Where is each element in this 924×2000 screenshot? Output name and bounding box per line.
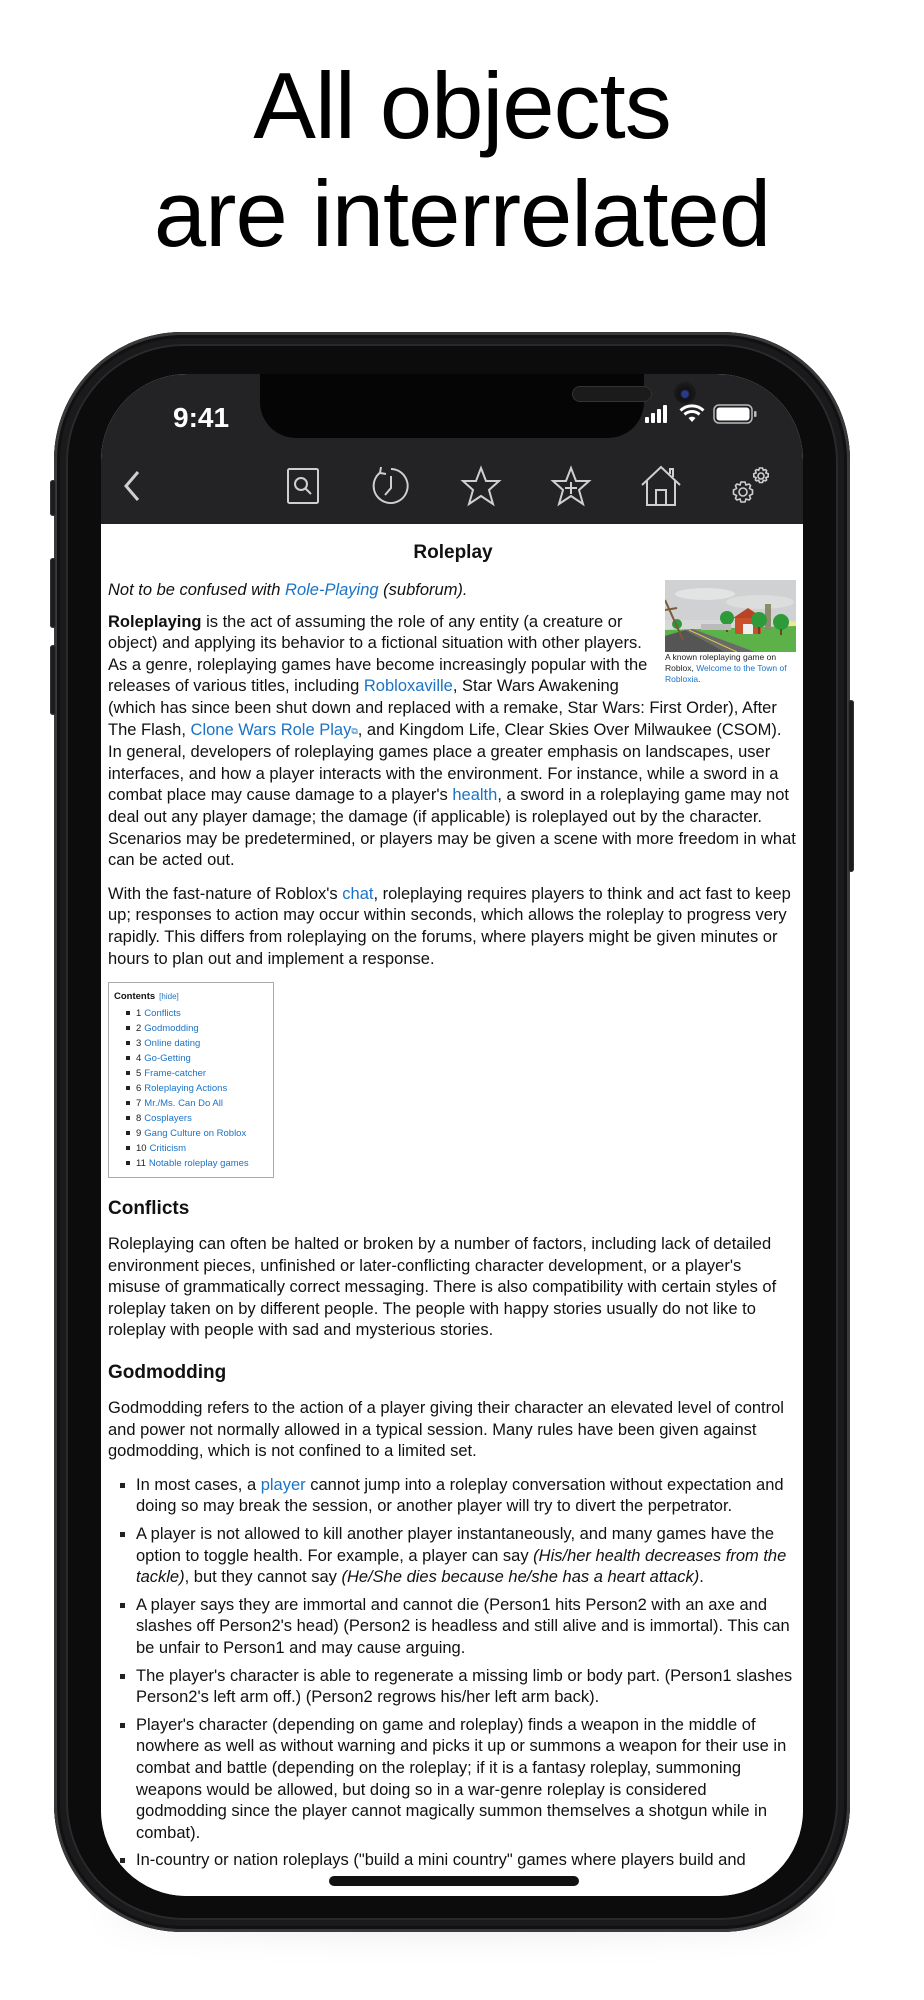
- settings-button[interactable]: [727, 462, 775, 510]
- toc-item-number: 5: [136, 1068, 142, 1080]
- toc-item-number: 10: [136, 1143, 147, 1155]
- link-clone-wars-role-play[interactable]: [191, 721, 358, 739]
- table-of-contents: [108, 982, 274, 1178]
- phone-volume-up: [50, 558, 56, 628]
- toc-item[interactable]: [126, 1096, 268, 1111]
- bullet-text: A player is not allowed to kill another player instantaneously, and many games have the option to toggle health. For example, a player can say: [136, 1525, 775, 1565]
- signal-icon: [645, 405, 671, 423]
- chat-paragraph: [108, 884, 798, 970]
- star-icon: [459, 464, 503, 508]
- battery-icon: [713, 404, 757, 424]
- toc-item-number: 2: [136, 1023, 142, 1035]
- toc-item-link[interactable]: Roleplaying Actions: [144, 1083, 228, 1095]
- toc-item-number: 11: [136, 1158, 146, 1170]
- bullet-text: .: [699, 1568, 704, 1587]
- chat-text-2: , roleplaying requires players to think and act fast to keep up; responses to action may occur within seconds, which allows the roleplay to progress very rapidly. This differs from roleplaying on the forums, where players might be given minutes or hours to plan out and implement a response.: [108, 884, 791, 968]
- phone-volume-down: [50, 645, 56, 715]
- toc-item-number: 3: [136, 1038, 142, 1050]
- thumbnail: [665, 580, 798, 685]
- bullet-text: In most cases, a: [136, 1475, 261, 1494]
- toc-title: Contents: [114, 991, 156, 1003]
- search-button[interactable]: [279, 462, 327, 510]
- page-title: Roleplay: [413, 542, 493, 563]
- phone-screen: [101, 374, 803, 1896]
- toolbar: [101, 470, 803, 524]
- toc-item[interactable]: [126, 1036, 268, 1051]
- list-item: A player says they are immortal and cannot die (Person1 hits Person2 with an axe and slashes off Person2's head) (Person2 is headless and still alive and is immortal). This can be unfair to Person1 and may cause arguing.: [136, 1595, 798, 1660]
- toc-item[interactable]: [126, 1051, 268, 1066]
- intro-text-2: , Star Wars Awakening (which has since been shut down and replaced with a remake, Star Wars: First Order), After The Flash,: [108, 677, 777, 739]
- intro-text-4: , a sword in a roleplaying game may not deal out any player damage; the damage (if applicable) is roleplayed out by the character. Scenarios may be predetermined, or players may be given a scene with more freedom in what can be acted out.: [108, 786, 796, 870]
- history-button[interactable]: [367, 462, 415, 510]
- home-icon: [638, 463, 684, 509]
- list-item: Player's character (depending on game and roleplay) finds a weapon in the middle of nowhere as well as without warning and picks it up or summons a weapon for their use in combat and battle (depending on the roleplay; if it is a fantasy roleplay, summoning weapons would be allowed, but doing so in a war-genre roleplay is considered godmodding since the player cannot magically summon themselves a shotgun while in combat).: [136, 1715, 798, 1845]
- intro-text-3: , and Kingdom Life, Clear Skies Over Milwaukee (CSOM). In general, developers of roleplaying games place a greater emphasis on landscapes, user interfaces, and how a player interacts with the environment. For instance, while a sword in a combat place may cause damage to a player's: [108, 720, 782, 805]
- toc-item[interactable]: [126, 1156, 268, 1171]
- article: [108, 524, 798, 1878]
- star-plus-icon: [549, 464, 593, 508]
- toc-item[interactable]: [126, 1006, 268, 1021]
- link-clone-wars-label: Clone Wars Role Play: [190, 720, 352, 739]
- chat-text-1: With the fast-nature of Roblox's: [108, 884, 343, 903]
- list-item: [136, 1524, 798, 1589]
- toc-item[interactable]: [126, 1126, 268, 1141]
- home-indicator[interactable]: [329, 1876, 579, 1886]
- back-button[interactable]: [107, 462, 155, 510]
- toc-item[interactable]: [126, 1066, 268, 1081]
- toc-item-link[interactable]: Cosplayers: [144, 1113, 192, 1125]
- intro-bold-term: Roleplaying: [108, 612, 202, 631]
- toc-item-link[interactable]: Conflicts: [144, 1008, 181, 1020]
- link-player[interactable]: player: [260, 1475, 306, 1494]
- hatnote-link[interactable]: Role-Playing: [285, 581, 379, 599]
- toc-item[interactable]: [126, 1141, 268, 1156]
- toc-item-link[interactable]: Online dating: [144, 1038, 201, 1050]
- phone-silent-switch: [50, 480, 56, 516]
- section-heading-conflicts: Conflicts: [108, 1198, 190, 1220]
- toc-item-number: 4: [136, 1053, 142, 1065]
- hatnote-prefix: Not to be confused with: [108, 581, 286, 599]
- status-icons: [645, 404, 757, 424]
- toc-item[interactable]: [126, 1021, 268, 1036]
- section-heading-godmodding: Godmodding: [108, 1362, 227, 1384]
- toc-item-link[interactable]: Go-Getting: [144, 1053, 191, 1065]
- toc-item-number: 7: [136, 1098, 142, 1110]
- list-item: [136, 1475, 798, 1518]
- headline-line-2: are interrelated: [153, 161, 771, 266]
- toc-item-link[interactable]: Frame-catcher: [144, 1068, 207, 1080]
- external-link-icon: ⧉: [351, 725, 358, 736]
- toc-item-number: 9: [136, 1128, 142, 1140]
- status-time: 9:41: [173, 402, 230, 433]
- toc-hide-link[interactable]: [hide]: [159, 992, 179, 1002]
- link-health[interactable]: health: [452, 786, 498, 805]
- link-chat[interactable]: chat: [342, 884, 374, 903]
- toc-list: [114, 1006, 268, 1171]
- toc-item-number: 8: [136, 1113, 142, 1125]
- wifi-icon: [679, 404, 705, 424]
- thumbnail-caption-link[interactable]: Welcome to the Town of Robloxia: [665, 663, 787, 684]
- speaker-grille: [572, 386, 652, 402]
- godmodding-list: [108, 1475, 798, 1872]
- add-favorite-button[interactable]: [547, 462, 595, 510]
- front-camera: [674, 382, 696, 404]
- toc-item-link[interactable]: Criticism: [149, 1143, 186, 1155]
- article-content: [101, 524, 803, 1896]
- toc-item-link[interactable]: Godmodding: [144, 1023, 199, 1035]
- headline-line-1: All objects: [253, 53, 671, 158]
- chevron-left-icon: [116, 466, 146, 506]
- toc-item[interactable]: [126, 1111, 268, 1126]
- thumbnail-caption-suffix: .: [698, 674, 701, 684]
- list-item: The player's character is able to regenerate a missing limb or body part. (Person1 slashes Person2's left arm off.) (Person2 regrows his/her left arm back).: [136, 1666, 798, 1709]
- link-robloxaville[interactable]: Robloxaville: [363, 677, 453, 696]
- favorites-button[interactable]: [457, 462, 505, 510]
- intro-text-1: is the act of assuming the role of any entity (a creature or object) and applying its behavior to a fictional situation with other players. As a genre, roleplaying games have become increasingly popular with the releases of various titles, including: [108, 612, 648, 696]
- toc-item-number: 1: [136, 1008, 142, 1020]
- toc-item[interactable]: [126, 1081, 268, 1096]
- thumbnail-image[interactable]: [665, 580, 796, 652]
- bullet-text: , but they cannot say: [184, 1568, 342, 1587]
- toc-item-link[interactable]: Notable roleplay games: [148, 1158, 249, 1170]
- bullet-italic: (He/She dies because he/she has a heart attack): [341, 1568, 700, 1587]
- headline: [0, 52, 924, 268]
- godmodding-paragraph: Godmodding refers to the action of a player giving their character an elevated level of control and power not normally allowed in a typical session. Many rules have been given against godmodding, which is not confined to a limited set.: [108, 1399, 784, 1461]
- toc-item-link[interactable]: Mr./Ms. Can Do All: [144, 1098, 223, 1110]
- phone-power-button: [848, 700, 854, 872]
- toc-item-number: 6: [136, 1083, 142, 1095]
- gears-icon: [727, 462, 775, 510]
- bullet-italic: (His/her health decreases from the tackle): [136, 1546, 787, 1587]
- hatnote-suffix: (subforum).: [378, 581, 468, 599]
- notch: [260, 374, 644, 438]
- bullet-text: cannot jump into a roleplay conversation without expectation and doing so may break the session, or another player will try to divert the perpetrator.: [136, 1475, 784, 1516]
- toc-item-link[interactable]: Gang Culture on Roblox: [144, 1128, 247, 1140]
- thumbnail-caption: A known roleplaying game on Roblox,: [665, 652, 777, 673]
- search-icon: [283, 466, 323, 506]
- history-icon: [369, 464, 413, 508]
- home-button[interactable]: [637, 462, 685, 510]
- conflicts-paragraph: Roleplaying can often be halted or broken by a number of factors, including lack of detailed environment pieces, unfinished or later-conflicting character development, or a player's misuse of grammatically correct messaging. There is also compatibility with certain styles of roleplay taken on by different people. The people with happy stories usually do not like to roleplay with people with sad and mysterious stories.: [108, 1235, 777, 1340]
- list-item: In-country or nation roleplays ("build a mini country" games where players build and: [136, 1850, 798, 1872]
